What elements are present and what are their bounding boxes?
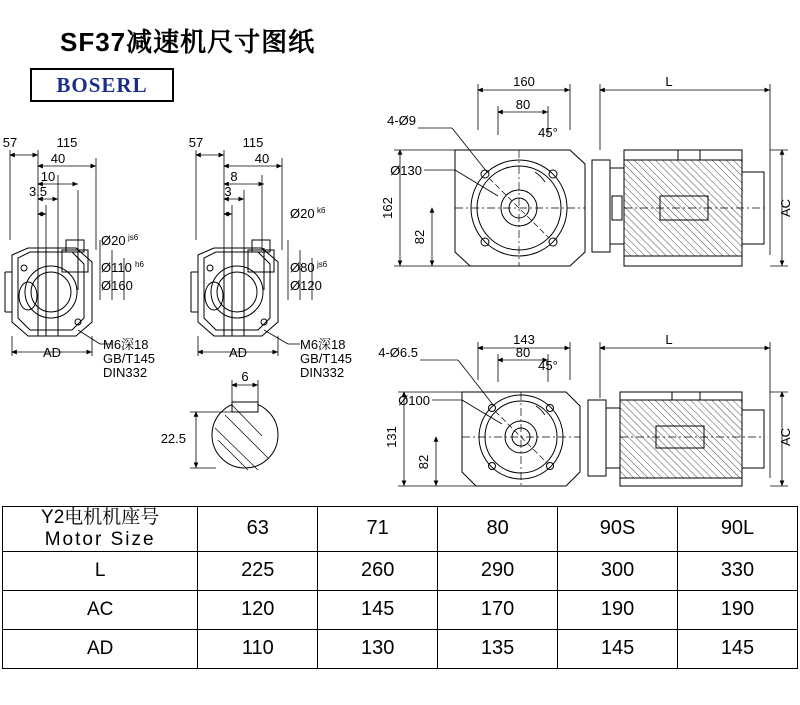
dim-22p5-key: 22.5 xyxy=(160,431,186,446)
tol-js6-view2: js6 xyxy=(317,260,328,269)
dim-d20-view1: Ø20 xyxy=(101,233,126,248)
table-col-0: 63 xyxy=(198,507,318,552)
table-col-4: 90L xyxy=(678,507,798,552)
tol-h6-view1: h6 xyxy=(135,260,144,269)
dim-40-view1: 40 xyxy=(50,151,66,166)
dim-d20-view2: Ø20 xyxy=(290,206,315,221)
dim-d110-view1: Ø110 xyxy=(101,260,132,275)
dim-82-top: 82 xyxy=(412,229,427,245)
cell-L-90L: 330 xyxy=(678,551,798,590)
cell-AC-63: 120 xyxy=(198,590,318,629)
cell-AC-80: 170 xyxy=(438,590,558,629)
note-m6-view1: M6深18 xyxy=(103,337,149,352)
dim-AD-view1: AD xyxy=(42,345,62,360)
cell-AC-90S: 190 xyxy=(558,590,678,629)
dim-143: 143 xyxy=(513,332,535,347)
cell-AD-63: 110 xyxy=(198,629,318,668)
dim-57-view1: 57 xyxy=(2,135,18,150)
tol-k6-view2: k6 xyxy=(317,206,326,215)
brand-logo-text: BOSERL xyxy=(56,72,148,97)
cell-L-80: 290 xyxy=(438,551,558,590)
dim-40-view2: 40 xyxy=(254,151,270,166)
cell-AC-71: 145 xyxy=(318,590,438,629)
cell-AD-90S: 145 xyxy=(558,629,678,668)
dim-45deg-top: 45° xyxy=(538,125,558,140)
cell-L-90S: 300 xyxy=(558,551,678,590)
dim-45deg-bottom: 45° xyxy=(538,358,558,373)
dim-57-view2: 57 xyxy=(188,135,204,150)
dim-d100: Ø100 xyxy=(398,393,430,408)
dim-80-bottom: 80 xyxy=(515,345,531,360)
dim-AD-view2: AD xyxy=(228,345,248,360)
dim-4xd9: 4-Ø9 xyxy=(387,113,416,128)
motor-size-table xyxy=(2,506,798,669)
dim-82-bottom: 82 xyxy=(416,454,431,470)
cell-AD-71: 130 xyxy=(318,629,438,668)
tol-js6-view1: js6 xyxy=(128,233,139,242)
dim-d120-view2: Ø120 xyxy=(290,278,322,293)
dim-131: 131 xyxy=(384,426,399,448)
dim-L-top: L xyxy=(665,74,673,89)
row-label-L: L xyxy=(3,551,198,590)
dim-115-view1: 115 xyxy=(56,135,78,150)
dim-d80-view2: Ø80 xyxy=(290,260,315,275)
table-col-1: 71 xyxy=(318,507,438,552)
dim-8-view2: 8 xyxy=(230,169,238,184)
dim-AC-bottom: AC xyxy=(778,427,793,447)
row-label-AD: AD xyxy=(3,629,198,668)
table-header-row xyxy=(3,507,798,552)
cell-AC-90L: 190 xyxy=(678,590,798,629)
cell-L-71: 260 xyxy=(318,551,438,590)
row-label-AC: AC xyxy=(3,590,198,629)
note-gbt145-view2: GB/T145 xyxy=(300,351,353,366)
note-din332-view1: DIN332 xyxy=(103,365,148,380)
dim-d130: Ø130 xyxy=(390,163,422,178)
note-din332-view2: DIN332 xyxy=(300,365,345,380)
table-col-3: 90S xyxy=(558,507,678,552)
table-header-en: Motor Size xyxy=(44,528,156,550)
note-gbt145-view1: GB/T145 xyxy=(103,351,156,366)
dim-115-view2: 115 xyxy=(242,135,264,150)
table-row xyxy=(3,551,798,590)
table-header-label xyxy=(3,507,198,552)
dim-162: 162 xyxy=(380,197,395,219)
table-header-cn: Y2电机机座号 xyxy=(41,507,160,528)
dim-6-key: 6 xyxy=(241,369,249,384)
dim-80-top: 80 xyxy=(515,97,531,112)
dim-160: 160 xyxy=(513,74,535,89)
dim-AC-top: AC xyxy=(778,198,793,218)
table-row xyxy=(3,590,798,629)
table-col-2: 80 xyxy=(438,507,558,552)
table-row xyxy=(3,629,798,668)
dim-3-view2: 3 xyxy=(224,184,232,199)
dim-10-view1: 10 xyxy=(40,169,56,184)
page-title: SF37减速机尺寸图纸 xyxy=(60,27,316,57)
cell-L-63: 225 xyxy=(198,551,318,590)
dim-3p5-view1: 3.5 xyxy=(28,184,48,199)
cell-AD-80: 135 xyxy=(438,629,558,668)
dim-4xd6p5: 4-Ø6.5 xyxy=(378,345,418,360)
cell-AD-90L: 145 xyxy=(678,629,798,668)
dim-d160-view1: Ø160 xyxy=(101,278,133,293)
note-m6-view2: M6深18 xyxy=(300,337,346,352)
dim-L-bottom: L xyxy=(665,332,673,347)
